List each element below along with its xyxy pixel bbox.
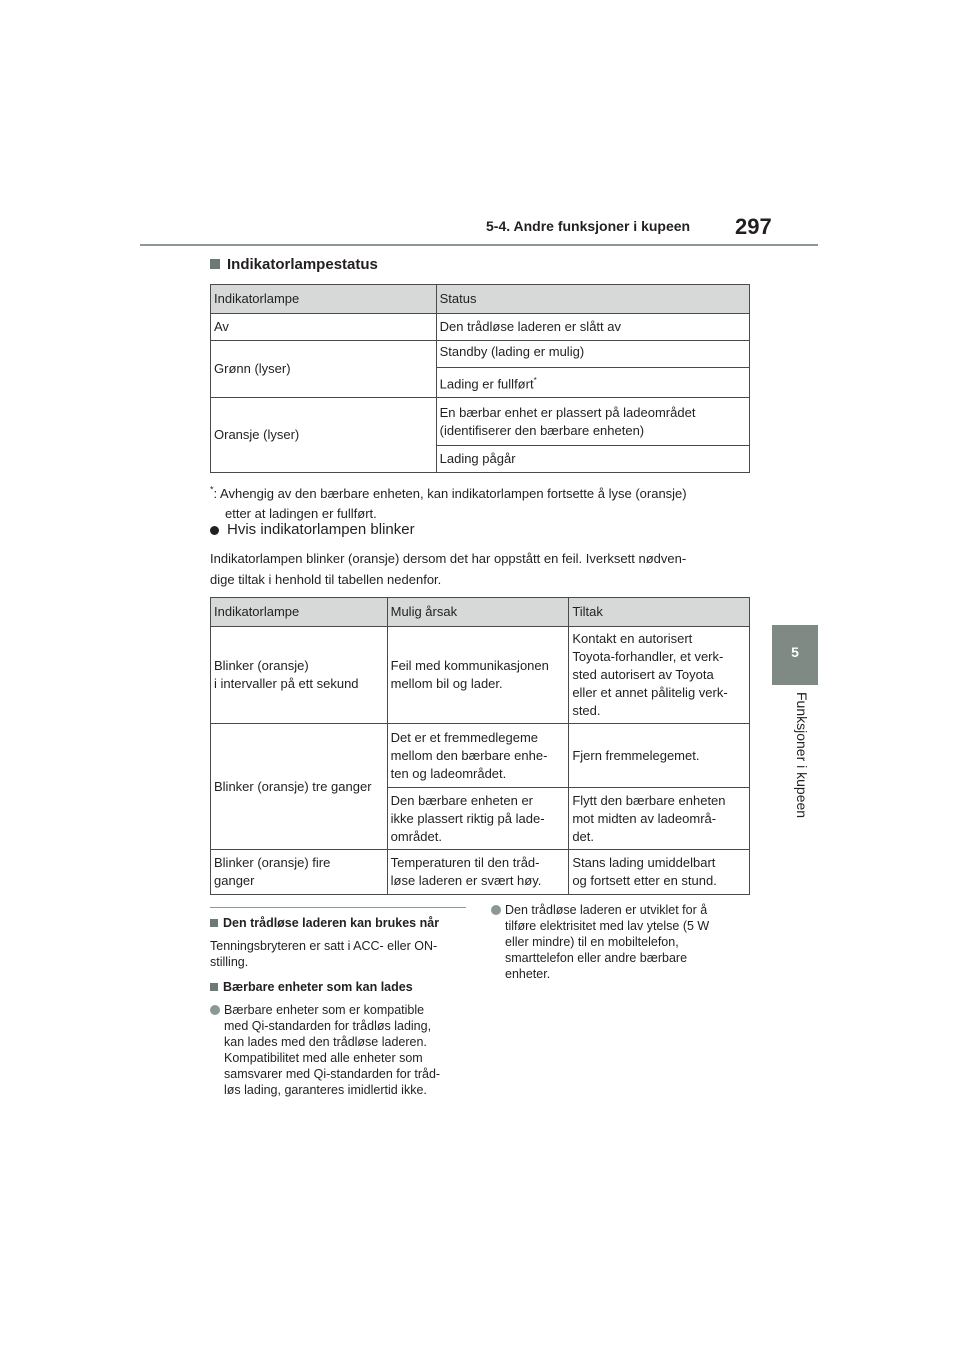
cell-line: eller et annet pålitelig verk- (572, 685, 728, 700)
square-bullet-icon (210, 983, 218, 991)
cell-line: Temperaturen til den tråd- (390, 855, 540, 870)
table-cell (436, 368, 749, 398)
cell-line: ten og ladeområdet. (390, 765, 507, 781)
note-text (210, 938, 468, 970)
column-header: Tiltak (569, 598, 750, 627)
note-line: kan lades med den trådløse laderen. (224, 1035, 427, 1049)
table-cell (211, 627, 388, 724)
chapter-tab: 5 (772, 625, 818, 685)
note-line: tilføre elektrisitet med lav ytelse (5 W (505, 919, 710, 933)
footnote-line: : Avhengig av den bærbare enheten, kan indikatorlampen fortsette å lyse (oransje) (213, 486, 687, 502)
table-cell (211, 850, 388, 895)
note-line: med Qi-standarden for trådløs lading, (224, 1019, 432, 1033)
table-cell (387, 627, 569, 724)
square-bullet-icon (210, 919, 218, 927)
note-line: Kompatibilitet med alle enheter som (224, 1051, 423, 1065)
cell-line: ganger (214, 873, 255, 888)
table-row (211, 627, 750, 724)
note-heading (210, 915, 468, 931)
table-cell: Grønn (lyser) (211, 341, 437, 398)
heading-text: Indikatorlampestatus (227, 256, 378, 273)
notes-left-column (210, 915, 468, 1106)
table-row (211, 398, 750, 446)
table-row (211, 850, 750, 895)
subheading-blinking (210, 521, 415, 538)
note-line: Bærbare enheter som er kompatible (224, 1003, 425, 1017)
cell-line: Stans lading umiddelbart (572, 855, 716, 870)
column-header: Mulig årsak (387, 598, 569, 627)
cell-line: Flytt den bærbare enheten (572, 792, 726, 808)
table-row (211, 314, 750, 341)
intro-paragraph (210, 548, 755, 590)
footnote-line: etter at ladingen er fullført. (225, 506, 377, 522)
indicator-status-table (210, 284, 750, 473)
note-heading (210, 979, 468, 995)
note-line: stilling. (210, 955, 249, 969)
cell-line: i intervaller på ett sekund (214, 676, 359, 691)
cell-line: sted autorisert av Toyota (572, 667, 714, 682)
cell-line: mellom den bærbare enhe- (390, 747, 548, 763)
cell-line: mot midten av ladeområ- (572, 810, 717, 826)
table-cell: Lading pågår (436, 446, 749, 473)
header-divider (140, 244, 818, 246)
table-cell (569, 627, 750, 724)
paragraph-line: Indikatorlampen blinker (oransje) dersom det har oppstått en feil. Iverksett nødven- (210, 551, 687, 566)
note-bullet (210, 1002, 468, 1098)
table-cell (569, 788, 750, 850)
table-cell: Blinker (oransje) tre ganger (211, 724, 388, 850)
column-header: Indikatorlampe (211, 285, 437, 314)
cell-line: Blinker (oransje) fire (214, 855, 331, 870)
table-cell (569, 850, 750, 895)
table-cell: Den trådløse laderen er slått av (436, 314, 749, 341)
table-header-row (211, 285, 750, 314)
cell-line: Den bærbare enheten er (390, 792, 533, 808)
table-cell (387, 788, 569, 850)
table-cell: Av (211, 314, 437, 341)
notes-right-column (491, 902, 749, 990)
cell-line: området. (390, 828, 442, 844)
blinking-troubleshoot-table (210, 597, 750, 895)
note-line: Den trådløse laderen er utviklet for å (505, 903, 708, 917)
table-header-row (211, 598, 750, 627)
notes-divider (210, 907, 466, 908)
note-line: Tenningsbryteren er satt i ACC- eller ON- (210, 939, 438, 953)
note-line: løs lading, garanteres imidlertid ikke. (224, 1083, 427, 1097)
table-row (211, 341, 750, 368)
table-cell: Oransje (lyser) (211, 398, 437, 473)
column-header: Status (436, 285, 749, 314)
table-cell (387, 850, 569, 895)
table-cell: Fjern fremmelegemet. (569, 724, 750, 788)
section-heading-indicator-status (210, 256, 378, 273)
chapter-title: Funksjoner i kupeen (794, 692, 810, 819)
column-header: Indikatorlampe (211, 598, 388, 627)
cell-line: Kontakt en autorisert (572, 631, 693, 646)
footnote-mark: * (210, 485, 214, 495)
table-cell: Standby (lading er mulig) (436, 341, 749, 368)
footnote-mark: * (533, 375, 537, 385)
cell-line: ikke plassert riktig på lade- (390, 810, 545, 826)
circle-bullet-icon (491, 905, 501, 915)
table-cell (387, 724, 569, 788)
page-number: 297 (735, 214, 772, 239)
cell-line: mellom bil og lader. (390, 676, 503, 691)
circle-bullet-icon (210, 1005, 220, 1015)
cell-line: Det er et fremmedlegeme (390, 729, 539, 745)
table-row (211, 724, 750, 788)
note-heading-text: Bærbare enheter som kan lades (223, 980, 413, 994)
cell-line: løse laderen er svært høy. (390, 873, 542, 888)
table-cell (436, 398, 749, 446)
subheading-text: Hvis indikatorlampen blinker (227, 521, 415, 538)
square-bullet-icon (210, 259, 220, 269)
paragraph-line: dige tiltak i henhold til tabellen nedenfor. (210, 572, 442, 587)
cell-line: Feil med kommunikasjonen (390, 658, 549, 673)
note-line: samsvarer med Qi-standarden for tråd- (224, 1067, 441, 1081)
section-title: 5-4. Andre funksjoner i kupeen (486, 218, 691, 234)
cell-line: Toyota-forhandler, et verk- (572, 649, 724, 664)
note-heading-text: Den trådløse laderen kan brukes når (223, 916, 440, 930)
note-bullet (491, 902, 749, 982)
cell-line: En bærbar enhet er plassert på ladeområdet (439, 404, 696, 420)
note-line: eller mindre) til en mobiltelefon, (505, 935, 679, 949)
note-line: enheter. (505, 967, 551, 981)
cell-line: sted. (572, 703, 601, 718)
footnote (210, 480, 760, 524)
cell-line: (identifiserer den bærbare enheten) (439, 422, 645, 438)
cell-line: det. (572, 828, 594, 844)
note-line: smarttelefon eller andre bærbare (505, 951, 688, 965)
cell-line: og fortsett etter en stund. (572, 873, 717, 888)
cell-line: Blinker (oransje) (214, 658, 309, 673)
bullet-dot-icon (210, 526, 219, 535)
cell-text: Lading er fullført (439, 376, 534, 392)
